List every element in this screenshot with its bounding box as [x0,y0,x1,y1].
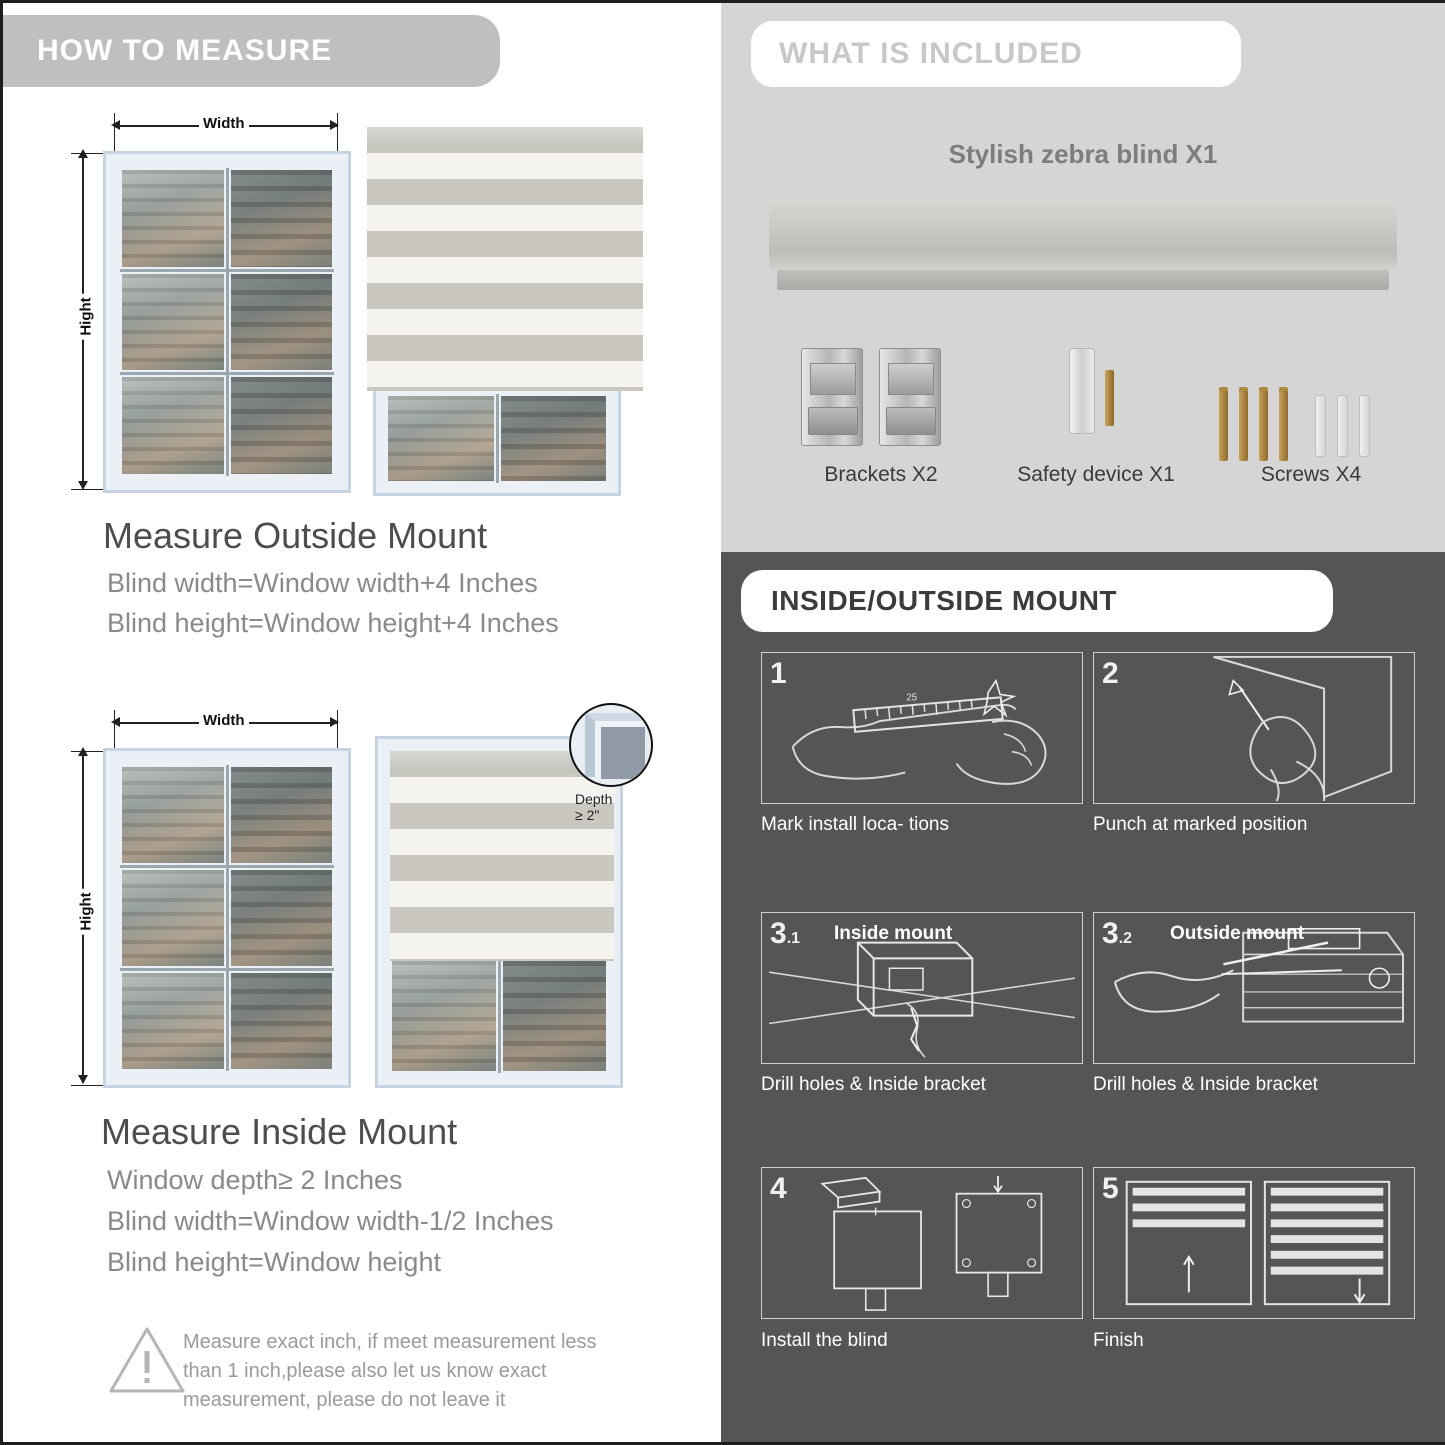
inside-outside-mount-panel [721,552,1445,1442]
wall-anchor-icon [1315,395,1326,457]
inside-height-arrow-down [78,1075,88,1084]
window-pane [386,394,496,483]
window-pane [499,394,609,483]
inside-outside-mount-banner [741,570,1333,632]
inside-window-with-blind [375,736,623,1088]
safety-device-label: Safety device X1 [1017,463,1175,486]
zebra-blind-headrail-product [769,198,1397,270]
step-2-number: 2 [1102,657,1119,690]
brackets-label: Brackets X2 [824,463,938,486]
inside-width-tick-left [114,710,115,748]
step-1-number: 1 [770,657,787,690]
inside-width-arrow-left [111,717,120,727]
window-pane [229,272,335,373]
screw-icon [1279,391,1288,461]
zebra-blind-headrail-lip [777,270,1389,290]
step-5-number: 5 [1102,1172,1119,1205]
step-3-1-caption: Drill holes & Inside bracket [761,1074,986,1095]
step-4 [761,1167,1083,1319]
what-is-included-banner-label: WHAT IS INCLUDED [779,37,1083,70]
outside-mount-heading: Measure Outside Mount [103,515,488,556]
inside-window-frame [103,748,351,1088]
what-is-included-panel [721,3,1445,552]
hand-tape-measure-icon [762,653,1082,803]
outside-mount-line-1: Blind width=Window width+4 Inches [107,568,538,598]
drill-icon [1094,653,1414,803]
inside-mount-line-2: Blind width=Window width-1/2 Inches [107,1206,554,1236]
outside-width-tick-right [337,113,338,151]
window-pane [390,959,498,1073]
screw-icon [1105,370,1114,426]
screw-icon [1219,391,1228,461]
depth-callout-label: Depth ≥ 2" [575,791,613,823]
bracket-icon [801,348,863,446]
included-product-title: Stylish zebra blind X1 [948,139,1218,169]
inside-width-label: Width [199,712,249,729]
window-pane [229,375,335,476]
measure-warning [107,1323,187,1402]
window-pane [229,868,335,968]
zebra-blind-outside-mount [367,127,643,391]
window-pane [229,168,335,269]
measure-warning-text: Measure exact inch, if meet measurement less than 1 inch,please also let us know exact measurement, please do not leave it [183,1331,597,1411]
step-3-2-number: 3.2 [1102,917,1133,950]
screw-icon [1259,391,1268,461]
wall-anchor-icon [1337,395,1348,457]
blind-stripes [390,751,614,961]
step-3-1 [761,912,1083,1064]
window-pane [120,868,226,968]
inside-width-tick-right [337,710,338,748]
step-5-caption: Finish [1093,1330,1144,1351]
inside-outside-mount-banner-label: INSIDE/OUTSIDE MOUNT [771,585,1118,616]
window-pane [120,168,226,269]
how-to-measure-panel [3,3,718,1442]
wall-anchor-icon [1359,395,1370,457]
step-3-2 [1093,912,1415,1064]
window-pane [229,765,335,865]
step-1 [761,652,1083,804]
depth-callout-icon [569,703,653,787]
inside-mount-line-3: Blind height=Window height [107,1247,441,1277]
screws-label: Screws X4 [1260,463,1362,486]
window-pane [120,765,226,865]
screw-icon [1239,391,1248,461]
step-2-caption: Punch at marked position [1093,814,1308,835]
inside-mount-heading: Measure Inside Mount [101,1111,458,1152]
bracket-icon [879,348,941,446]
inside-mount-line-1: Window depth≥ 2 Inches [107,1165,403,1195]
window-pane [501,959,609,1073]
outside-mount-line-2: Blind height=Window height+4 Inches [107,608,559,638]
step-3-2-inline-label: Outside mount [1170,923,1305,944]
how-to-measure-banner-label: HOW TO MEASURE [37,34,333,67]
step-5 [1093,1167,1415,1319]
outside-width-arrow-left [111,120,120,130]
what-is-included-banner [751,21,1241,87]
window-pane [229,971,335,1071]
step-3-1-number: 3.1 [770,917,801,950]
outside-width-tick-left [114,113,115,151]
step-4-number: 4 [770,1172,787,1205]
window-pane [120,375,226,476]
blind-clip-icon [762,1168,1082,1318]
warning-triangle-icon [107,1323,187,1397]
svg-text:25: 25 [906,692,918,704]
blind-stripes [367,127,643,391]
step-4-caption: Install the blind [761,1330,888,1351]
step-2 [1093,652,1415,804]
step-1-caption: Mark install loca- tions [761,814,949,835]
window-pane [120,272,226,373]
inside-height-label: Hight [78,888,95,934]
outside-window-frame [103,151,351,493]
step-3-2-caption: Drill holes & Inside bracket [1093,1074,1318,1095]
outside-window-below-blind [373,381,621,496]
how-to-measure-banner [3,15,500,87]
outside-height-label: Hight [78,293,95,339]
window-pane [120,971,226,1071]
step-3-1-inline-label: Inside mount [834,923,953,944]
zebra-blind-inside-mount [390,751,614,961]
finished-blind-icon [1094,1168,1414,1318]
safety-device-icon [1069,348,1095,434]
outside-width-label: Width [199,115,249,132]
blind-headrail [367,127,643,149]
